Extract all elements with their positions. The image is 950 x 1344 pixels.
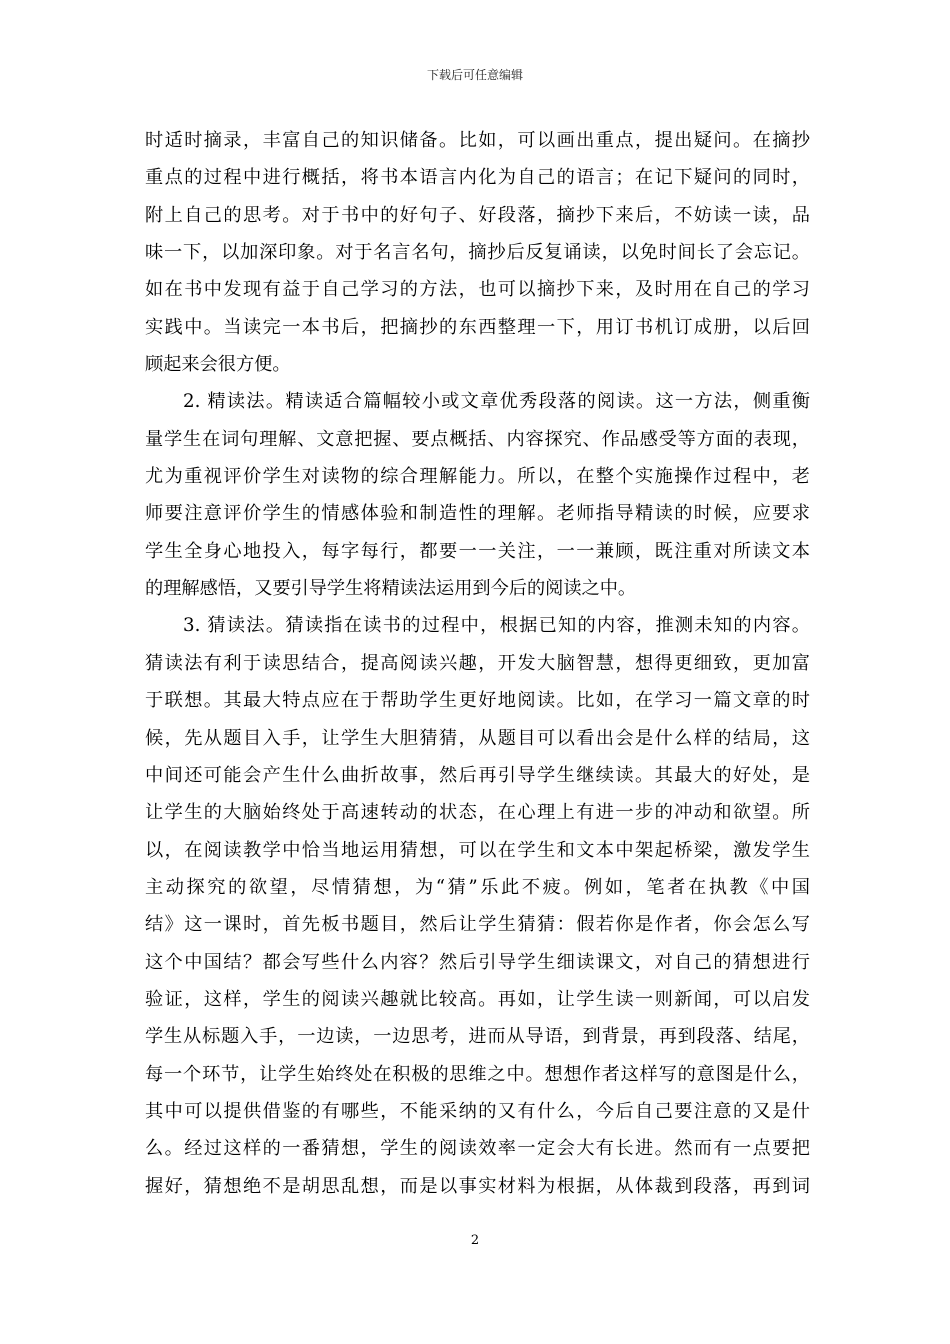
text-line: 主动探究的欲望，尽情猜想，为“猜”乐此不疲。例如，笔者在执教《中国 bbox=[145, 876, 810, 898]
text-line: 候，先从题目入手，让学生大胆猜猜，从题目可以看出会是什么样的结局，这 bbox=[145, 727, 810, 749]
text-line: 附上自己的思考。对于书中的好句子、好段落，摘抄下来后，不妨读一读，品 bbox=[145, 204, 810, 226]
text-line: 结》这一课时，首先板书题目，然后让学生猜猜：假若你是作者，你会怎么写 bbox=[145, 914, 810, 936]
text-line: 以，在阅读教学中恰当地运用猜想，可以在学生和文本中架起桥梁，激发学生 bbox=[145, 839, 810, 861]
text-line: 验证，这样，学生的阅读兴趣就比较高。再如，让学生读一则新闻，可以启发 bbox=[145, 988, 810, 1010]
text-line: 学生从标题入手，一边读，一边思考，进而从导语，到背景，再到段落、结尾， bbox=[145, 1026, 810, 1048]
text-line: 中间还可能会产生什么曲折故事，然后再引导学生继续读。其最大的好处，是 bbox=[145, 764, 810, 786]
text-line: 2. 精读法。精读适合篇幅较小或文章优秀段落的阅读。这一方法，侧重衡 bbox=[183, 391, 810, 413]
text-line: 味一下，以加深印象。对于名言名句，摘抄后反复诵读，以免时间长了会忘记。 bbox=[145, 242, 810, 264]
text-line: 学生全身心地投入，每字每行，都要一一关注，一一兼顾，既注重对所读文本 bbox=[145, 540, 810, 562]
text-line: 尤为重视评价学生对读物的综合理解能力。所以，在整个实施操作过程中，老 bbox=[145, 466, 810, 488]
text-line: 重点的过程中进行概括，将书本语言内化为自己的语言；在记下疑问的同时， bbox=[145, 167, 810, 189]
text-line: 顾起来会很方便。 bbox=[145, 354, 291, 376]
page-number: 2 bbox=[470, 1233, 480, 1248]
body-text bbox=[145, 122, 810, 1205]
text-line: 实践中。当读完一本书后，把摘抄的东西整理一下，用订书机订成册，以后回 bbox=[145, 316, 810, 338]
text-line: 如在书中发现有益于自己学习的方法，也可以摘抄下来，及时用在自己的学习 bbox=[145, 279, 810, 301]
text-line: 于联想。其最大特点应在于帮助学生更好地阅读。比如，在学习一篇文章的时 bbox=[145, 690, 810, 712]
text-line: 其中可以提供借鉴的有哪些，不能采纳的又有什么，今后自己要注意的又是什 bbox=[145, 1100, 810, 1122]
text-line: 这个中国结？都会写些什么内容？然后引导学生细读课文，对自己的猜想进行 bbox=[145, 951, 810, 973]
page-header: 下载后可任意编辑 bbox=[426, 68, 523, 82]
text-line: 时适时摘录，丰富自己的知识储备。比如，可以画出重点，提出疑问。在摘抄 bbox=[145, 130, 810, 151]
text-line: 握好，猜想绝不是胡思乱想，而是以事实材料为根据，从体裁到段落，再到词 bbox=[145, 1175, 810, 1197]
text-line: 么。经过这样的一番猜想，学生的阅读效率一定会大有长进。然而有一点要把 bbox=[145, 1138, 810, 1160]
text-line: 3. 猜读法。猜读指在读书的过程中，根据已知的内容，推测未知的内容。 bbox=[183, 615, 810, 637]
text-line: 每一个环节，让学生始终处在积极的思维之中。想想作者这样写的意图是什么， bbox=[145, 1063, 810, 1085]
text-line: 师要注意评价学生的情感体验和制造性的理解。老师指导精读的时候，应要求 bbox=[145, 503, 810, 525]
text-line: 让学生的大脑始终处于高速转动的状态，在心理上有进一步的冲动和欲望。所 bbox=[145, 802, 810, 824]
text-line: 的理解感悟，又要引导学生将精读法运用到今后的阅读之中。 bbox=[145, 578, 637, 600]
text-line: 猜读法有利于读思结合，提高阅读兴趣，开发大脑智慧，想得更细致，更加富 bbox=[145, 652, 810, 674]
text-line: 量学生在词句理解、文意把握、要点概括、内容探究、作品感受等方面的表现， bbox=[145, 428, 810, 450]
